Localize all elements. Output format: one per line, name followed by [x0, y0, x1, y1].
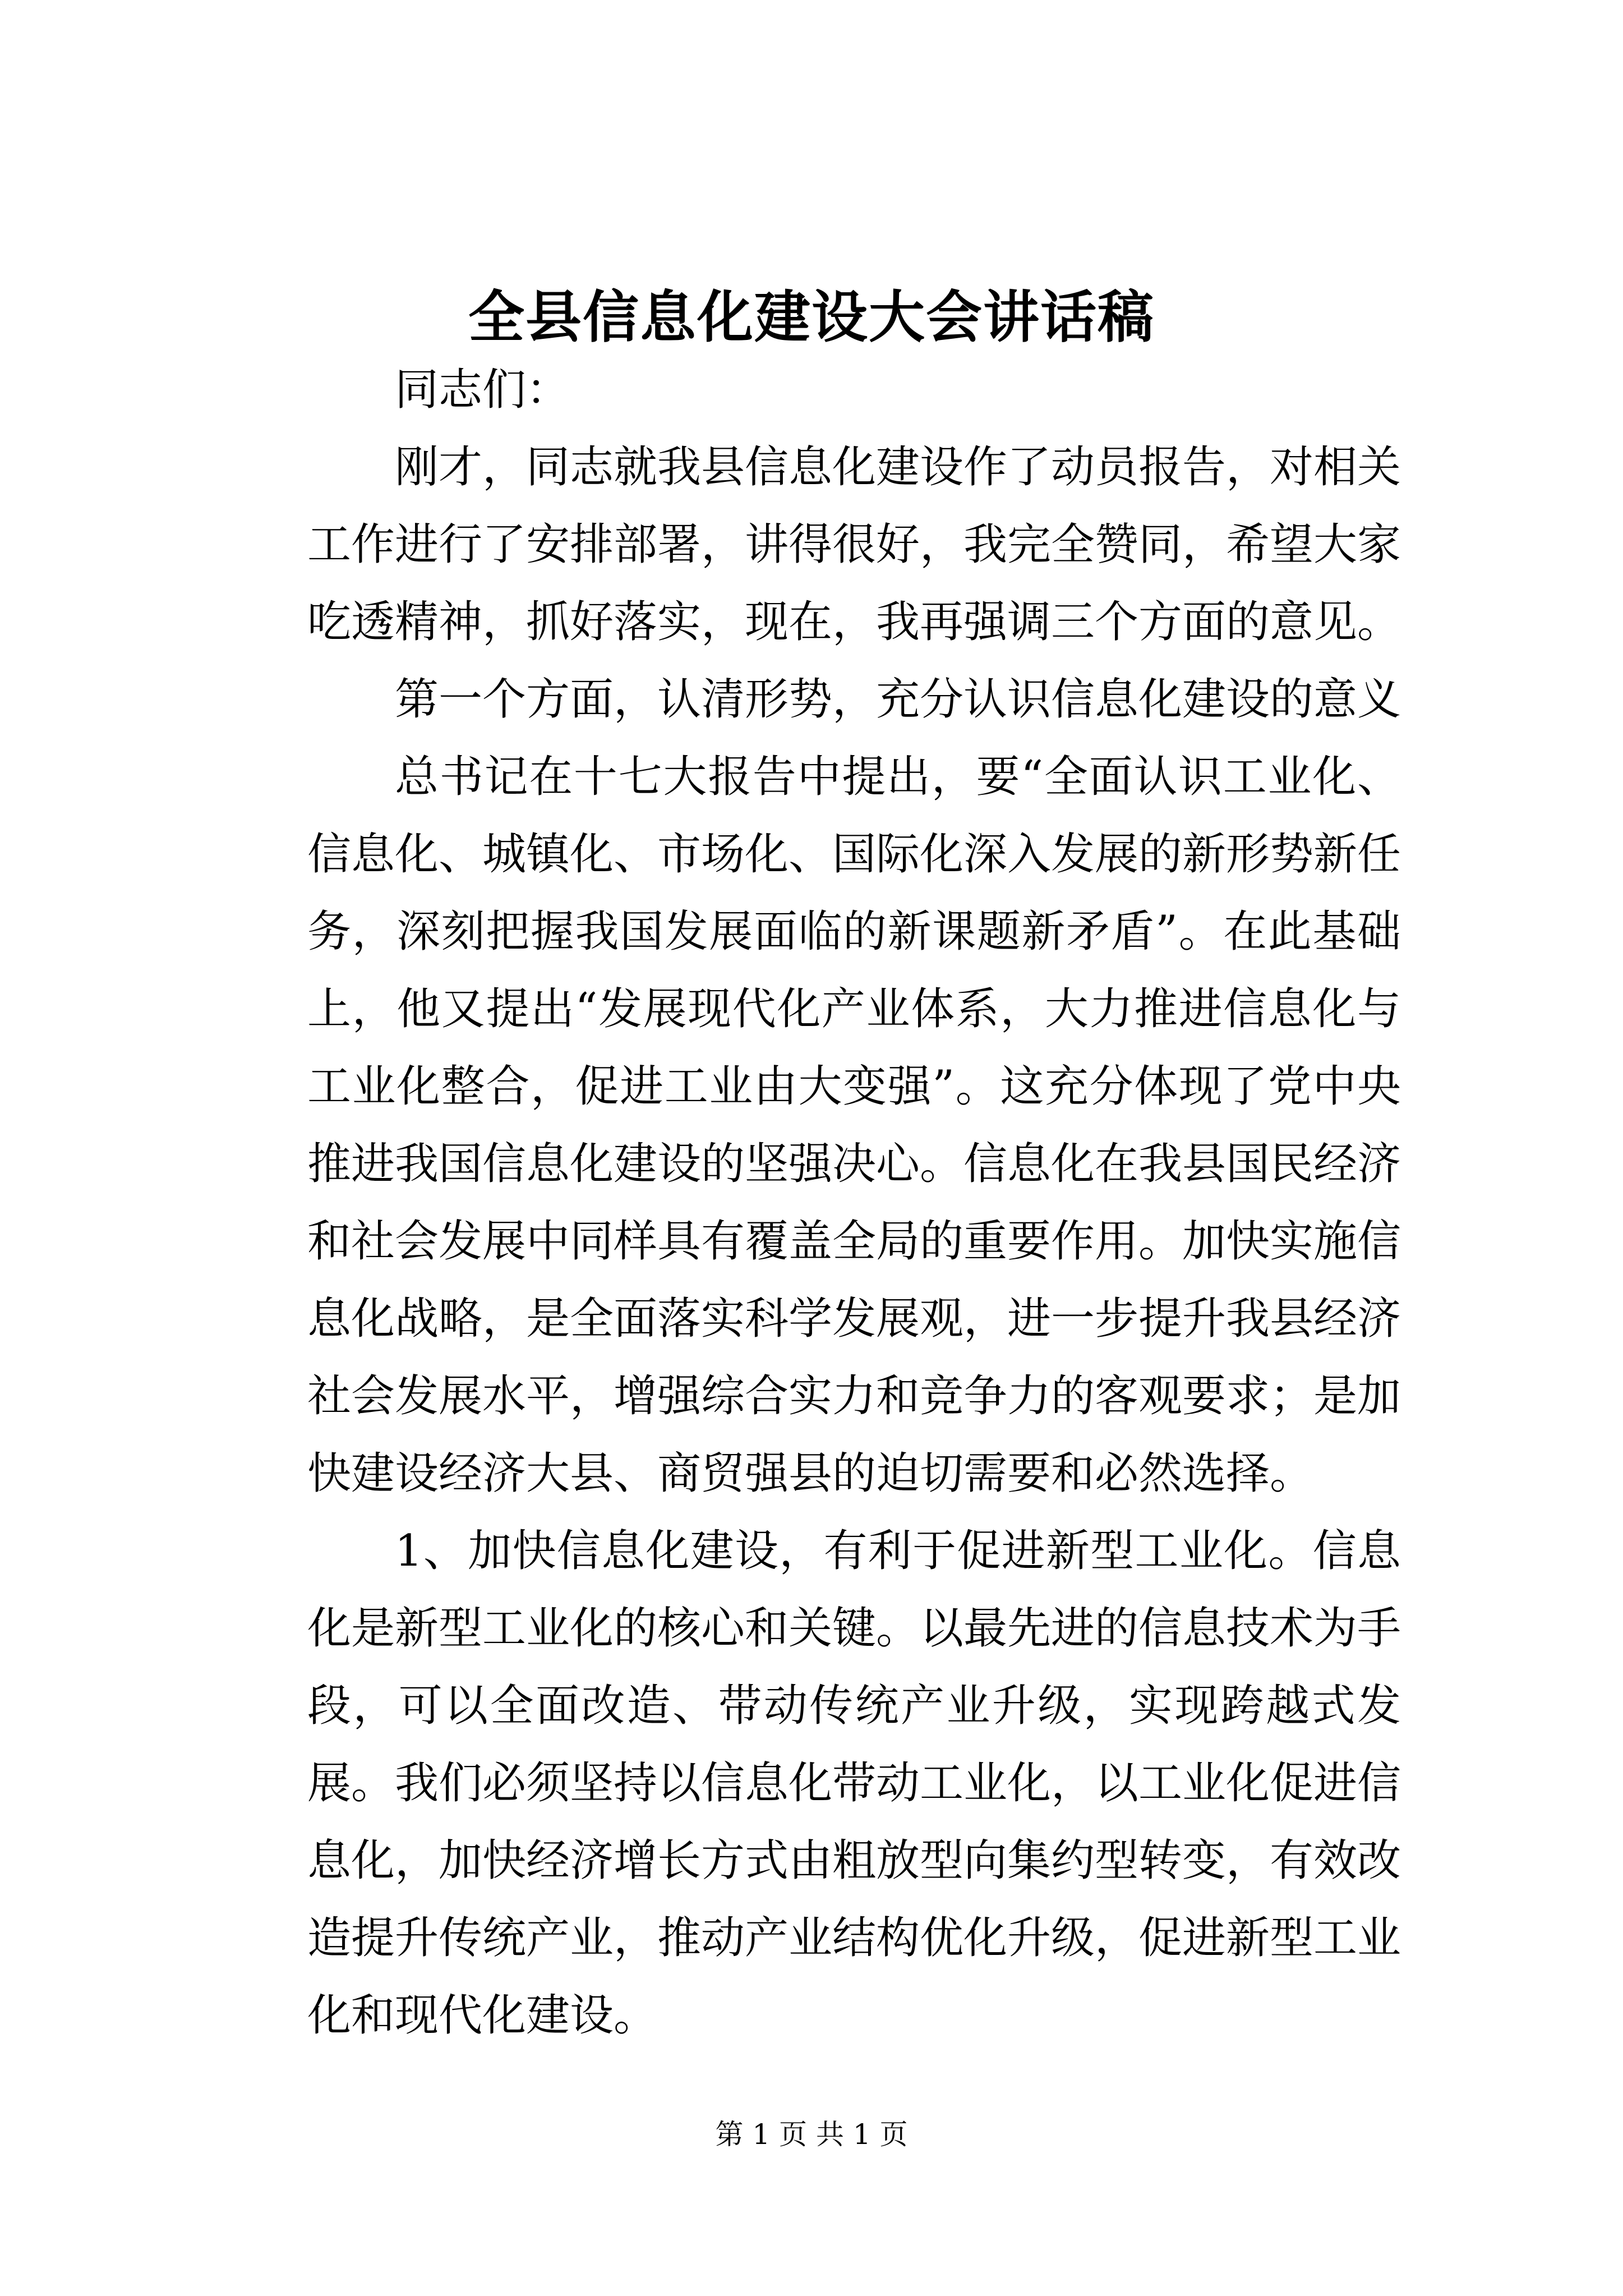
- intro-paragraph: 刚才，同志就我县信息化建设作了动员报告，对相关工作进行了安排部署，讲得很好，我完全赞同，希望大家吃透精神，抓好落实，现在，我再强调三个方面的意见。: [307, 442, 1401, 647]
- document-body: [307, 351, 1401, 2054]
- salutation-paragraph: 同志们：: [395, 365, 570, 415]
- point-one-paragraph: 1、加快信息化建设，有利于促进新型工业化。信息化是新型工业化的核心和关键。以最先进的信息技术为手段，可以全面改造、带动传统产业升级，实现跨越式发展。我们必须坚持以信息化带动工业化，以工业化促进信息化，加快经济增长方式由粗放型向集约型转变，有效改造提升传统产业，推动产业结构优化升级，促进新型工业化和现代化建设。: [307, 1526, 1401, 2041]
- page-number-footer: 第 1 页 共 1 页: [715, 2118, 908, 2151]
- section-heading-paragraph: 第一个方面，认清形势，充分认识信息化建设的意义: [395, 674, 1401, 725]
- body-paragraph: 总书记在十七大报告中提出，要“全面认识工业化、信息化、城镇化、市场化、国际化深入发展的新形势新任务，深刻把握我国发展面临的新课题新矛盾”。在此基础上，他又提出“发展现代化产业体系，大力推进信息化与工业化整合，促进工业由大变强”。这充分体现了党中央推进我国信息化建设的坚强决心。信息化在我县国民经济和社会发展中同样具有覆盖全局的重要作用。加快实施信息化战略，是全面落实科学发展观，进一步提升我县经济社会发展水平，增强综合实力和竞争力的客观要求；是加快建设经济大县、商贸强县的迫切需要和必然选择。: [307, 752, 1401, 1499]
- document-title: 全县信息化建设大会讲话稿: [468, 284, 1155, 350]
